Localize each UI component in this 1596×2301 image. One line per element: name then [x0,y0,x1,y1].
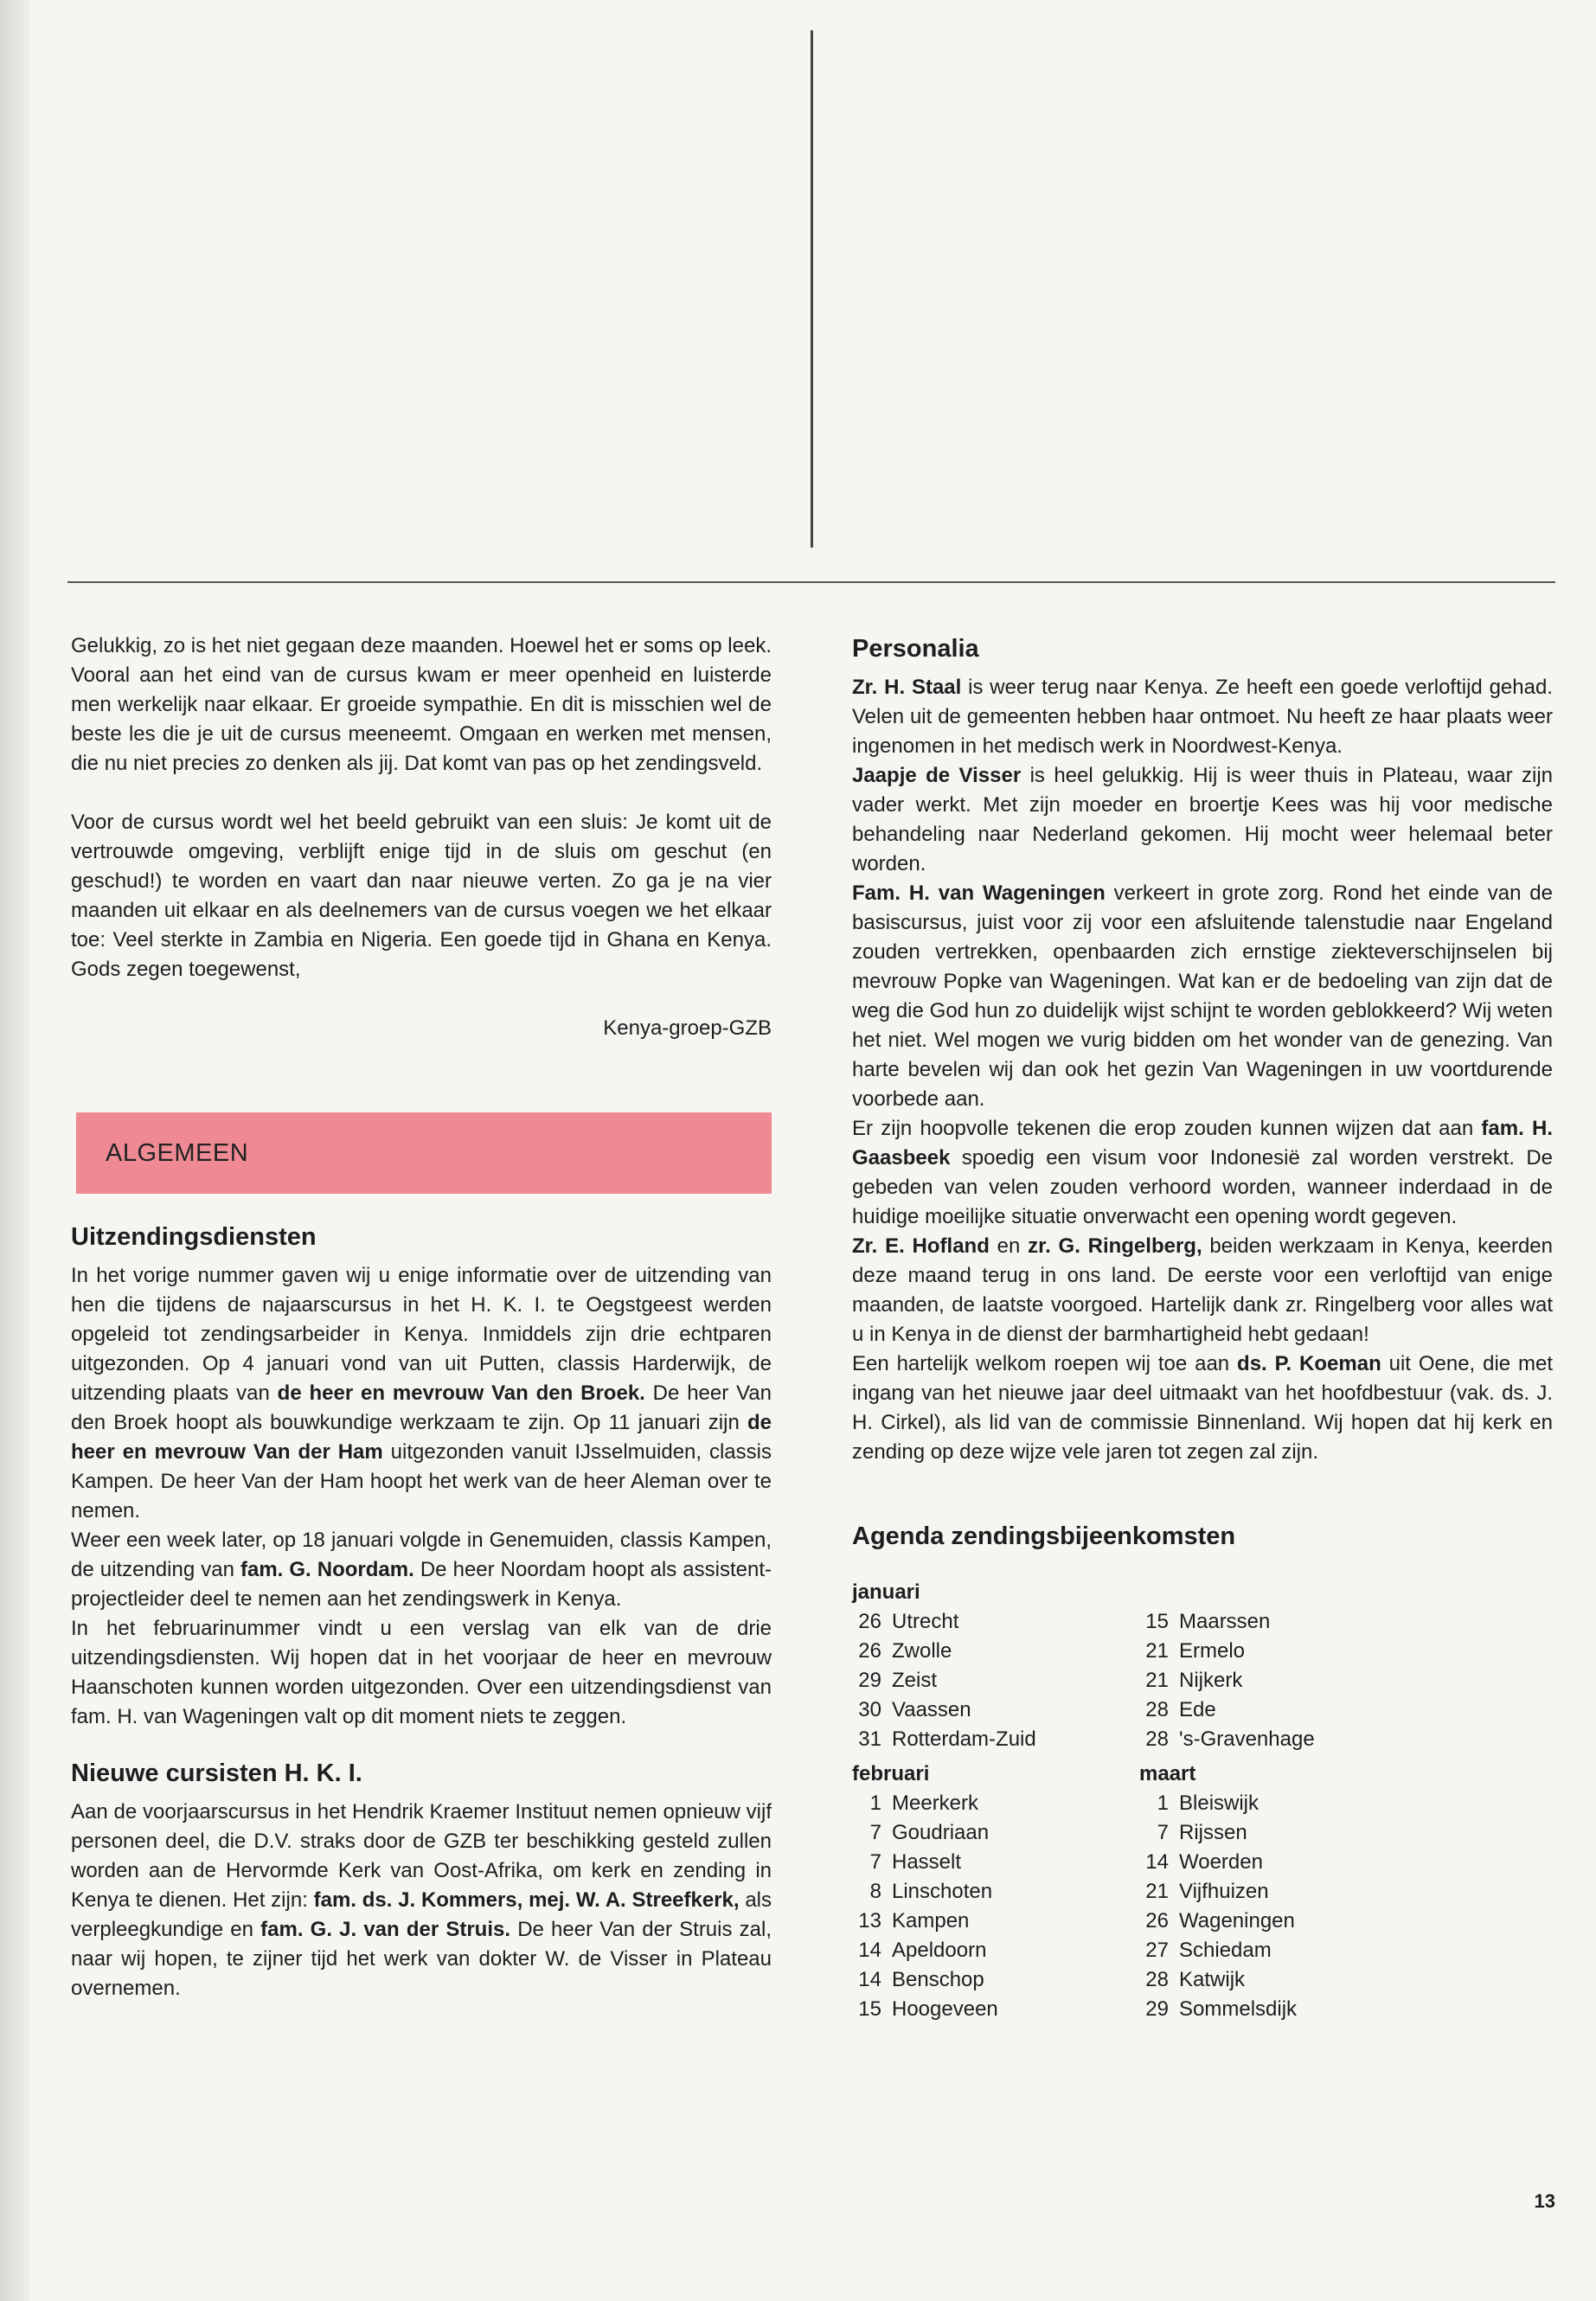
section-banner [76,1112,772,1194]
personalia-wageningen: Fam. H. van Wageningen verkeert in grote zorg. Rond het einde van de basiscursus, juist voor zij voor een afsluitende talenstudie naar Engeland zouden vertrekken, openbaarden zich ernstige ziekteverschijnselen bij mevrouw Popke van Wageningen. Wat kan er de bedoeling van zijn dat de weg die God hun zo duidelijk wijst schijnt te worden geblokkeerd? Wij weten het niet. Wel mogen we vurig bidden om het wonder van de genezing. Van harte bevelen wij dan ook het gezin Van Wageningen in uw voortdurende voorbede aan. [852,881,1554,1111]
agenda-place: Kampen [892,1909,970,1932]
agenda-place: Katwijk [1179,1968,1246,1991]
agenda-day: 7 [869,1850,881,1874]
agenda-entry [852,1907,1139,1936]
personalia-koeman: Een hartelijk welkom roepen wij toe aan ds. P. Koeman uit Oene, die met ingang van het nieuwe jaar deel uitmaakt van het hoofdbestuur (vak. ds. J. H. Cirkel), als lid van de commissie Binnenland. Wij hopen dat hij kerk en zending op deze wijze vele jaren tot zegen zal zijn. [852,1352,1554,1464]
banner-label: ALGEMEEN [106,1139,249,1167]
month-label: januari [852,1580,920,1604]
agenda-day: 27 [1145,1939,1169,1962]
agenda-day: 7 [869,1821,881,1844]
agenda-day: 21 [1145,1880,1169,1903]
agenda-day: 31 [858,1727,881,1751]
agenda-day: 14 [1145,1850,1169,1874]
agenda-place: Vijfhuizen [1179,1880,1269,1903]
agenda-place: Benschop [892,1968,984,1991]
agenda-day: 26 [1145,1909,1169,1932]
agenda-januari [852,1576,1553,1754]
agenda-place: Hasselt [892,1850,962,1874]
agenda-day: 7 [1157,1821,1169,1844]
agenda-place: Woerden [1179,1850,1263,1874]
agenda-entry [1139,1848,1426,1877]
agenda-day: 30 [858,1698,881,1721]
personalia-hofland: Zr. E. Hofland en zr. G. Ringelberg, beiden werkzaam in Kenya, keerden deze maand terug in ons land. De eerste voor een verloftijd van enige maanden, de laatste voorgoed. Hartelijk dank zr. Ringelberg voor alles wat u in Kenya in de dienst der barmhartigheid hebt gedaan! [852,1234,1553,1346]
agenda-place: Sommelsdijk [1179,1997,1298,2021]
agenda-entry [1139,1965,1426,1995]
heading-nieuwe-cursisten: Nieuwe cursisten H. K. I. [71,1759,362,1787]
agenda-day: 21 [1145,1669,1169,1692]
agenda-entry [1139,1666,1426,1695]
agenda-place: Nijkerk [1179,1669,1243,1692]
agenda-day: 26 [858,1610,881,1633]
agenda-entry [852,1666,1139,1695]
agenda-feb-maart [852,1758,1553,2024]
agenda-day: 29 [858,1669,881,1692]
agenda-place: Utrecht [892,1610,959,1633]
agenda-entry [1139,1995,1426,2024]
uitzending-paragraph-1: In het vorige nummer gaven wij u enige informatie over de uitzending van hen die tijdens de najaarscursus in het H. K. I. te Oegstgeest werden opgeleid tot zendingsarbeider in Kenya. Inmiddels zijn drie echtparen uitgezonden. Op 4 januari vond van uit Putten, classis Harderwijk, de uitzending plaats van de heer en mevrouw Van den Broek. De heer Van den Broek hoopt als bouwkundige werkzaam te zijn. Op 11 januari zijn de heer en mevrouw Van der Ham uitgezonden vanuit IJsselmuiden, classis Kampen. De heer Van der Ham hoopt het werk van de heer Aleman over te nemen. [71,1264,772,1522]
agenda-entry [852,1848,1139,1877]
right-column [852,631,1553,2024]
agenda-place: Maarssen [1179,1610,1271,1633]
agenda-place: Hoogeveen [892,1997,998,2021]
intro-paragraph-2: Voor de cursus wordt wel het beeld gebruikt van een sluis: Je komt uit de vertrouwde omgeving, verblijft enige tijd in de sluis om geschut (en geschud!) te worden en vaart dan naar nieuwe verten. Zo ga je na vier maanden uit elkaar en als deelnemers van de cursus voegen we het elkaar toe: Veel sterkte in Zambia en Nigeria. Een goede tijd in Ghana en Kenya. Gods zegen toegewenst, [71,811,772,981]
agenda-place: Rijssen [1179,1821,1247,1844]
agenda-place: Linschoten [892,1880,993,1903]
agenda-day: 28 [1145,1727,1169,1751]
agenda-entry [1139,1789,1426,1818]
page-edge-shadow [0,0,29,2301]
agenda-place: Goudriaan [892,1821,990,1844]
agenda-entry [1139,1695,1426,1725]
heading-uitzendingsdiensten: Uitzendingsdiensten [71,1223,317,1251]
agenda-day: 28 [1145,1968,1169,1991]
agenda-entry [852,1818,1139,1848]
agenda-entry [852,1877,1139,1907]
agenda-place: 's-Gravenhage [1179,1727,1315,1751]
agenda-place: Ede [1179,1698,1216,1721]
agenda-day: 14 [858,1939,881,1962]
agenda-place: Rotterdam-Zuid [892,1727,1036,1751]
agenda-place: Ermelo [1179,1639,1246,1663]
agenda-day: 8 [869,1880,881,1903]
agenda-day: 15 [858,1997,881,2021]
agenda-day: 14 [858,1968,881,1991]
agenda-day: 1 [869,1791,881,1815]
agenda-entry [852,1936,1139,1965]
agenda-place: Schiedam [1179,1939,1272,1962]
personalia-staal: Zr. H. Staal is weer terug naar Kenya. Ze heeft een goede verloftijd gehad. Velen uit de gemeenten hebben haar ontmoet. Nu heeft ze haar plaats weer ingenomen in het medisch werk in Noordwest-Kenya. [852,676,1553,758]
agenda-entry [1139,1936,1426,1965]
agenda-entry [852,1637,1139,1666]
left-column [71,631,772,2003]
agenda-entry [852,1695,1139,1725]
heading-personalia: Personalia [852,635,979,663]
agenda-place: Meerkerk [892,1791,979,1815]
agenda-entry [852,1965,1139,1995]
horizontal-rule [67,581,1555,583]
month-label: maart [1139,1762,1196,1785]
heading-agenda: Agenda zendingsbijeenkomsten [852,1522,1236,1550]
agenda-entry [1139,1818,1426,1848]
agenda-day: 15 [1145,1610,1169,1633]
intro-paragraph-1: Gelukkig, zo is het niet gegaan deze maanden. Hoewel het er soms op leek. Vooral aan het eind van de cursus kwam er meer openheid en luisterde men werkelijk naar elkaar. Er groeide sympathie. En dit is misschien wel de beste les die je uit de cursus meeneemt. Omgaan en werken met mensen, die nu niet precies zo denken als jij. Dat komt van pas op het zendingsveld. [71,634,772,775]
agenda-entry [1139,1725,1426,1754]
agenda-entry [852,1725,1139,1754]
agenda-entry [1139,1907,1426,1936]
agenda-place: Wageningen [1179,1909,1295,1932]
column-divider [811,30,813,548]
cursisten-paragraph: Aan de voorjaarscursus in het Hendrik Kraemer Instituut nemen opnieuw vijf personen deel, die D.V. straks door de GZB ter beschikking gesteld zullen worden aan de Hervormde Kerk van Oost-Afrika, om kerk en zending in Kenya te dienen. Het zijn: fam. ds. J. Kommers, mej. W. A. Streefkerk, als verpleegkundige en fam. G. J. van der Struis. De heer Van der Struis zal, naar wij hopen, te zijner tijd het werk van dokter W. de Visser in Plateau overnemen. [71,1800,772,2000]
agenda-entry [852,1995,1139,2024]
agenda-entry [1139,1877,1426,1907]
agenda-day: 13 [858,1909,881,1932]
agenda-entry [852,1789,1139,1818]
month-label: februari [852,1762,930,1785]
agenda-entry [852,1607,1139,1637]
agenda-day: 29 [1145,1997,1169,2021]
agenda-day: 28 [1145,1698,1169,1721]
uitzending-paragraph-3: In het februarinummer vindt u een verslag van elk van de drie uitzendingsdiensten. Wij hopen dat in het voorjaar de heer en mevrouw Haanschoten kunnen worden uitgezonden. Over een uitzendingsdienst van fam. H. van Wageningen valt op dit moment niets te zeggen. [71,1617,772,1728]
agenda-place: Zwolle [892,1639,952,1663]
agenda-entry [1139,1607,1426,1637]
page-number: 13 [1534,2190,1555,2212]
personalia-gaasbeek: Er zijn hoopvolle tekenen die erop zouden kunnen wijzen dat aan fam. H. Gaasbeek spoedig een visum voor Indonesië zal worden verstrekt. De gebeden van velen zouden verhoord worden, wanneer inderdaad in de huidige moeilijke situatie onverwacht een opening wordt gegeven. [852,1117,1554,1228]
agenda-day: 26 [858,1639,881,1663]
signature: Kenya-groep-GZB [603,1016,772,1040]
agenda-day: 21 [1145,1639,1169,1663]
agenda-day: 1 [1157,1791,1169,1815]
personalia-visser: Jaapje de Visser is heel gelukkig. Hij is weer thuis in Plateau, waar zijn vader werkt. Met zijn moeder en broertje Kees was hij voor medische behandeling naar Nederland gekomen. Hij mocht weer helemaal beter worden. [852,764,1553,875]
agenda-place: Vaassen [892,1698,971,1721]
uitzending-paragraph-2: Weer een week later, op 18 januari volgde in Genemuiden, classis Kampen, de uitzending van fam. G. Noordam. De heer Noordam hoopt als assistent-projectleider deel te nemen aan het zendingswerk in Kenya. [71,1529,772,1611]
agenda-place: Bleiswijk [1179,1791,1259,1815]
agenda-place: Zeist [892,1669,938,1692]
agenda-place: Apeldoorn [892,1939,987,1962]
agenda-entry [1139,1637,1426,1666]
